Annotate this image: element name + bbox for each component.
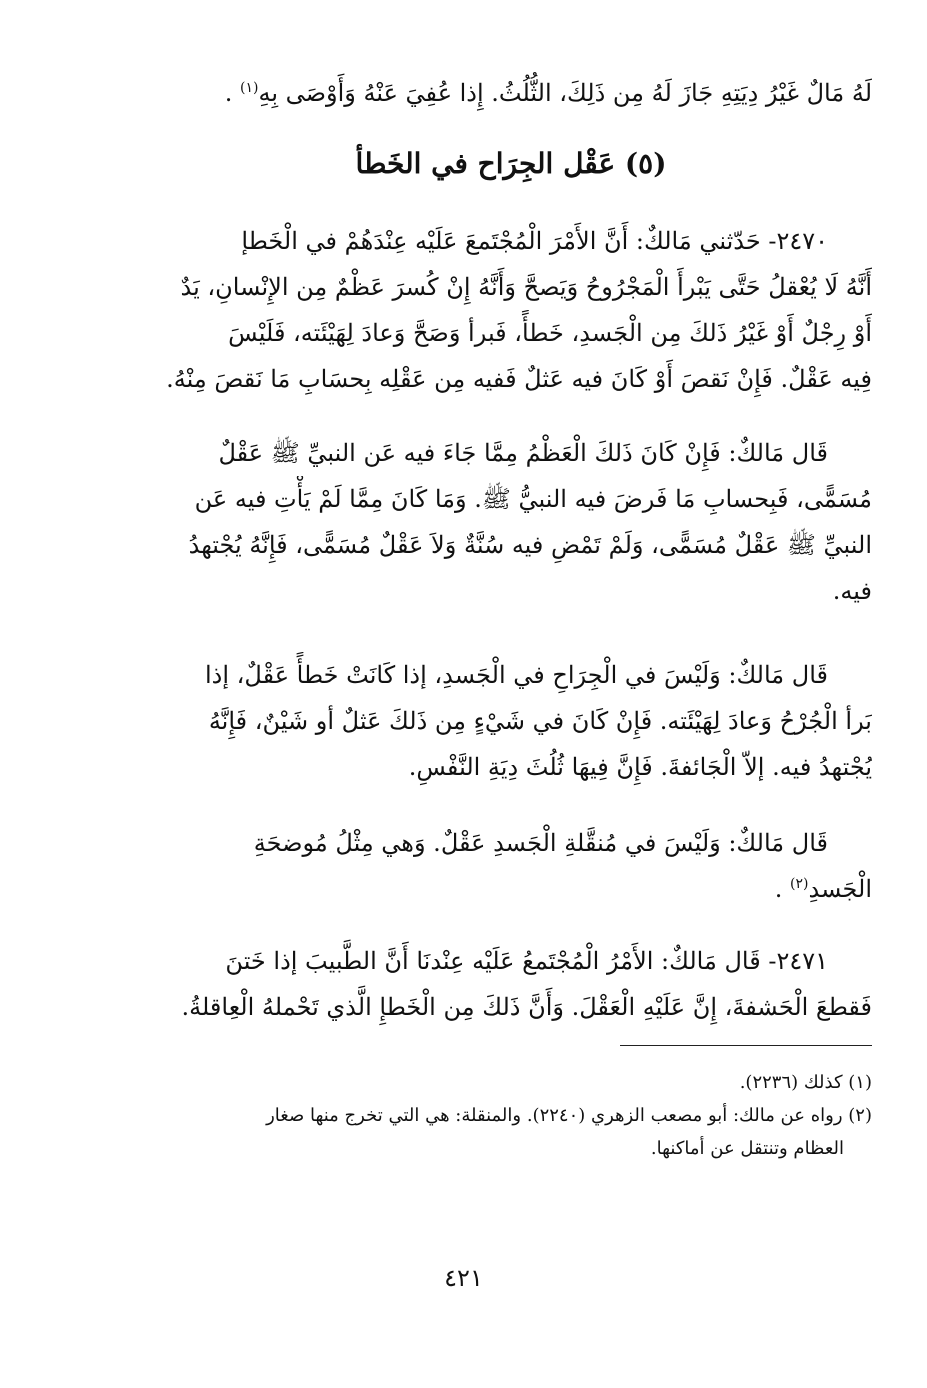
hadith-2471	[150, 938, 872, 1030]
page-number: ٤٢١	[444, 1264, 483, 1292]
paragraph-malik-3	[150, 820, 872, 912]
footnote-2-continued: العظام وتنتقل عن أماكنها.	[650, 1138, 844, 1159]
paragraph-malik-2	[150, 652, 872, 790]
footnote-ref-1: (١)	[239, 80, 259, 96]
hadith-2471-line: فَقطعَ الْحَشفةَ، إِنَّ عَلَيْهِ الْعَقْلَ. وَأَنَّ ذَلكَ مِن الْخَطإِ الَّذي تَحْملهُ الْعِاقلةُ.	[181, 993, 872, 1021]
footnote-1: (١) كذلك (٢٢٣٦).	[739, 1072, 872, 1093]
continuation-end: .	[224, 79, 240, 107]
paragraph-line: قَال مَالكٌ: وَلَيْسَ في الْجِرَاحِ في الْجَسدِ، إذا كَانَتْ خَطأً عَقْلٌ، إذا	[205, 661, 828, 689]
hadith-2470-line: ٢٤٧٠- حَدّثني مَالكٌ: أَنَّ الأَمْرَ الْمُجْتَمعَ عَلَيْه عِنْدَهُمْ في الْخَطإ	[241, 227, 828, 255]
paragraph-malik-1	[150, 430, 872, 614]
paragraph-line: بَرأ الْجُرْحُ وَعادَ لِهَيْئَته. فَإِنْ كَانَ في شَيْءٍ مِن ذَلكَ عَثلٌ أو شَيْنٌ، فَإِنَّهُ	[208, 707, 872, 735]
hadith-2470-line: أَوْ رِجْلٌ أَوْ غَيْرُ ذَلكَ مِن الْجَسدِ، خَطأً، فَبرأ وَصَحَّ وَعادَ لِهَيْئَته، فَلَيْسَ	[228, 319, 872, 347]
paragraph-last-end: .	[774, 875, 791, 903]
continuation-text: لَهُ مَالٌ غَيْرُ دِيَتِهِ جَازَ لَهُ مِن ذَلِكَ، الثُّلُثُ. إِذا عُفِيَ عَنْهُ وَأَوْصَى بِهِ	[258, 79, 872, 107]
footnote-divider	[620, 1045, 872, 1046]
paragraph-line: قَال مَالكٌ: فَإِنْ كَانَ ذَلكَ الْعَظْمُ مِمَّا جَاءَ فيه عَن النبيِّ ﷺ عَقْلٌ	[218, 439, 828, 467]
paragraph-line: قَال مَالكٌ: وَلَيْسَ في مُنقَّلةِ الْجَسدِ عَقْلٌ. وَهي مِثْلُ مُوضحَةِ	[253, 829, 828, 857]
hadith-2470-line: أَنَّهُ لَا يُعْقلُ حَتَّى يَبْرأَ الْمَجْرُوحُ وَيَصحَّ وَأَنَّهُ إِنْ كُسرَ عَظْمٌ مِن الإِنْسانِ، يَدٌ	[180, 273, 872, 301]
hadith-2471-line: ٢٤٧١- قَال مَالكٌ: الأَمْرُ الْمُجْتَمعُ عَلَيْه عِنْدنَا أَنَّ الطَّبيبَ إذا خَتنَ	[225, 947, 828, 975]
paragraph-line: يُجْتهدُ فيه. إلاّ الْجَائفةَ. فَإِنَّ فِيهَا ثُلُثَ دِيَةِ النَّفْسِ.	[408, 753, 872, 781]
paragraph-line: مُسَمًّى، فَبِحسابِ مَا فَرضَ فيه النبيُّ ﷺ. وَمَا كَانَ مِمَّا لَمْ يَأْتِ فيه عَن	[194, 485, 872, 513]
hadith-2470	[150, 218, 872, 402]
footnote-ref-2: (٢)	[790, 876, 809, 892]
hadith-2470-line: فِيه عَقْلٌ. فَإِنْ نَقصَ أَوْ كَانَ فيه عَثلٌ فَفيه مِن عَقْلِه بِحسَابِ مَا نَقصَ مِنْهُ.	[166, 365, 872, 393]
section-heading: (٥) عَقْل الجِرَاح في الخَطأ	[355, 147, 667, 180]
continuation-line	[150, 70, 872, 116]
paragraph-line: النبيِّ ﷺ عَقْلٌ مُسَمًّى، وَلَمْ تَمْضِ فيه سُنَّةٌ وَلاَ عَقْلٌ مُسَمًّى، فَإِنَّهُ يُجْتهدُ	[188, 531, 872, 559]
footnote-2: (٢) رواه عن مالك: أبو مصعب الزهري (٢٢٤٠). والمنقلة: هي التي تخرج منها صغار	[266, 1105, 872, 1126]
paragraph-line: فيه.	[832, 577, 872, 605]
footnotes	[150, 1066, 872, 1165]
paragraph-last-text: الْجَسدِ	[808, 875, 872, 903]
